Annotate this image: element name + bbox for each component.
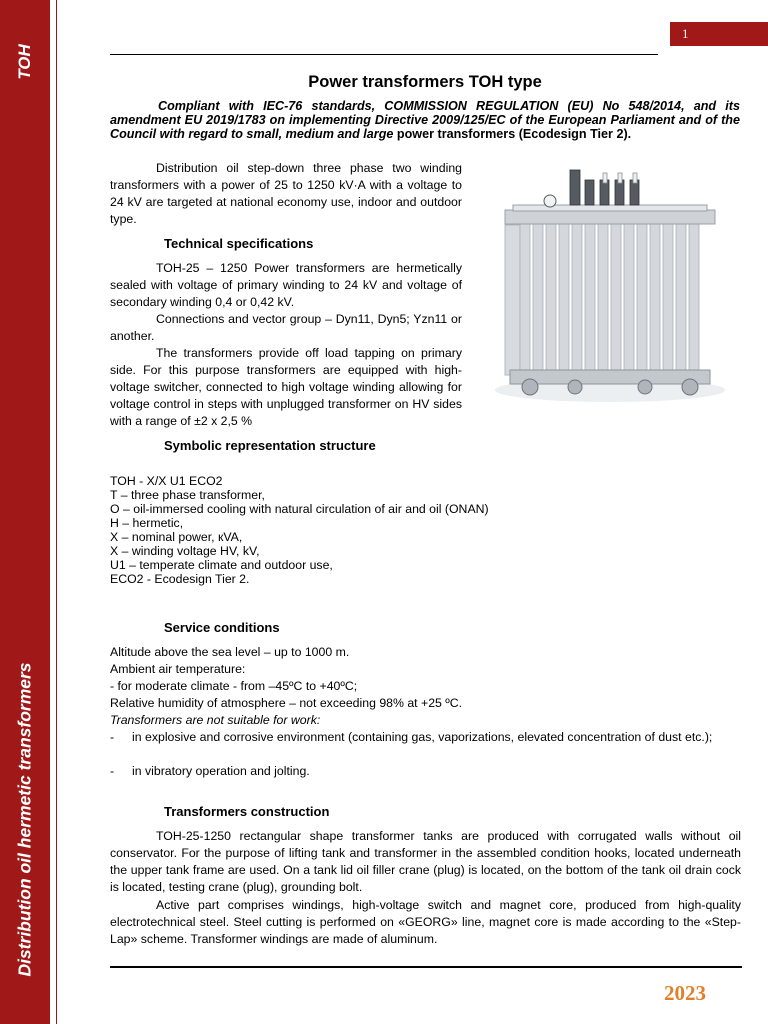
- sidebar-bottom-label: Distribution oil hermetic transformers: [14, 662, 35, 977]
- symbolic-line: ECO2 - Ecodesign Tier 2.: [110, 572, 250, 586]
- service-altitude: Altitude above the sea level – up to 1000 m.: [110, 645, 350, 659]
- sidebar-divider: [56, 0, 57, 1024]
- sidebar-top-label: TOH: [15, 44, 34, 80]
- construction-paragraph-2: Active part comprises windings, high-voltage switch and magnet core, produced from high-quality electrotechnical steel. Steel cutting is performed on «GEORG» line, magnet core is made according to the «Step-Lap» scheme. Transformer windings are made of aluminum.: [110, 898, 741, 946]
- construction-heading: Transformers construction: [164, 804, 330, 819]
- subtitle-text: Compliant with IEC-76 standards, COMMISSION REGULATION (EU) No 548/2014, and its amendment EU 2019/1783 on implementing Directive 2009/125/EC of the European Parliament and of the Council with regard to small, medium and large: [110, 99, 740, 141]
- service-heading: Service conditions: [164, 620, 280, 635]
- transformer-image: [485, 165, 735, 415]
- symbolic-lines: [110, 474, 489, 586]
- service-humidity: Relative humidity of atmosphere – not exceeding 98% at +25 ºC.: [110, 696, 463, 710]
- symbolic-line: X – nominal power, кVA,: [110, 530, 243, 544]
- page-title: Power transformers TOH type: [308, 73, 542, 91]
- intro-paragraph: Distribution oil step-down three phase two winding transformers with a power of 25 to 1250 kV·A with a voltage to 24 kV are targeted at national economy use, indoor and outdoor type.: [110, 161, 462, 226]
- symbolic-line: H – hermetic,: [110, 516, 184, 530]
- bullet-dash: -: [110, 730, 115, 744]
- tech-paragraph-3: The transformers provide off load tapping on primary side. For this purpose transformers are equipped with high-voltage switcher, connected to high voltage winding allowing for voltage control in steps with unplugged transformer on HV sides with a range of ±2 x 2,5 %: [110, 346, 462, 428]
- symbolic-line: U1 – temperate climate and outdoor use,: [110, 558, 333, 572]
- bullet-text: in vibratory operation and jolting.: [132, 764, 310, 778]
- bullet-text: in explosive and corrosive environment (containing gas, vaporizations, elevated concentration of dust etc.);: [132, 730, 713, 744]
- sidebar-top-label-box: [10, 42, 40, 82]
- service-moderate: - for moderate climate - from –45ºC to +40ºC;: [110, 679, 358, 693]
- footer-rule: [110, 966, 742, 968]
- construction-paragraph-1: TOH-25-1250 rectangular shape transformer tanks are produced with corrugated walls without oil conservator. For the purpose of lifting tank and transformer in the assembled condition hooks, located underneath the upper tank frame are used. On a tank lid oil filler crane (plug) is located, on the bottom of the tank oil drain cock is located, testing crane (plug), grounding bolt.: [110, 829, 741, 894]
- symbolic-line: TOH - X/X U1 ECO2: [110, 474, 223, 488]
- symbolic-line: O – oil-immersed cooling with natural circulation of air and oil (ONAN): [110, 502, 489, 516]
- page-number-badge: [670, 22, 768, 46]
- bullet-dash: -: [110, 764, 115, 778]
- symbolic-line: T – three phase transformer,: [110, 488, 265, 502]
- subtitle-text-end: power transformers (Ecodesign Tier 2).: [396, 127, 632, 141]
- service-not-suitable: Transformers are not suitable for work:: [110, 713, 321, 727]
- tech-heading: Technical specifications: [164, 236, 314, 251]
- page-number: 1: [682, 26, 689, 41]
- symbolic-line: X – winding voltage HV, kV,: [110, 544, 260, 558]
- service-lines: [110, 644, 462, 729]
- header-rule: [110, 54, 658, 55]
- symbolic-heading: Symbolic representation structure: [164, 438, 376, 453]
- tech-paragraph-2: Connections and vector group – Dyn11, Dyn5; Yzn11 or another.: [110, 312, 462, 343]
- page-subtitle: [110, 99, 740, 141]
- tech-paragraph-1: TOH-25 – 1250 Power transformers are hermetically sealed with voltage of primary winding to 24 kV and voltage of secondary winding 0,4 or 0,42 kV.: [110, 261, 462, 309]
- footer-year: 2023: [664, 981, 706, 1005]
- service-ambient: Ambient air temperature:: [110, 662, 246, 676]
